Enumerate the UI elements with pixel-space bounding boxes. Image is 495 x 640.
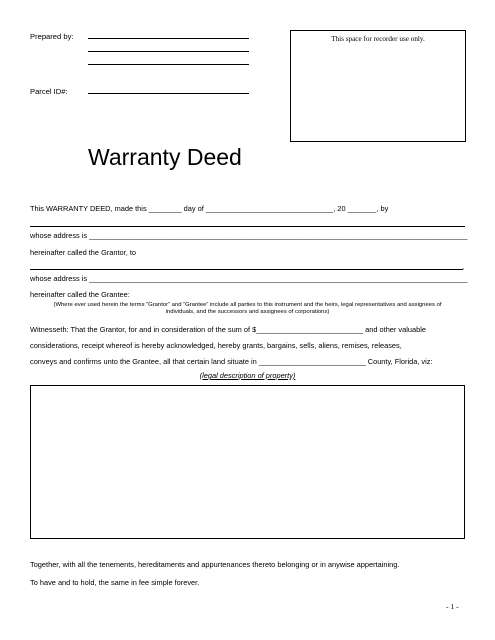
grantor-name-line[interactable] <box>30 226 465 227</box>
prepared-by-line[interactable] <box>88 38 249 39</box>
legal-description-label: (legal description of property) <box>199 371 296 380</box>
parcel-id-label: Parcel ID#: <box>30 87 68 96</box>
grantor-called-line: hereinafter called the Grantor, to <box>30 248 136 257</box>
witness-line-2: considerations, receipt whereof is hereby acknowledged, hereby grants, bargains, sells, aliens, remises, releases, <box>30 341 402 350</box>
grantor-address-label: whose address is ____________________________________________________________________________________________ <box>30 231 468 240</box>
parcel-id-line[interactable] <box>88 93 249 94</box>
prepared-by-line-3[interactable] <box>88 64 249 65</box>
definition-note-1: (Where ever used herein the terms “Grantor” and “Grantee” include all parties to this instrument and the heirs, legal representatives and assignees of <box>53 302 442 308</box>
grantee-name-comma: , <box>462 262 465 271</box>
recorder-box-text: This space for recorder use only. <box>331 35 425 43</box>
grantee-called-line: hereinafter called the Grantee: <box>30 290 130 299</box>
together-clause: Together, with all the tenements, hereditaments and appurtenances thereto belonging or in anywise appertaining. <box>30 560 400 569</box>
prepared-by-label: Prepared by: <box>30 32 74 41</box>
page-number: - 1 - <box>446 602 459 611</box>
to-have-clause: To have and to hold, the same in fee simple forever. <box>30 578 200 587</box>
grantee-name-line[interactable] <box>30 269 463 270</box>
deed-date-line: This WARRANTY DEED, made this ________ day of _______________________________, 20 _______, by <box>30 204 389 213</box>
witness-line-1: Witnesseth: That the Grantor, for and in consideration of the sum of $__________________________ and other valuable <box>30 325 426 334</box>
document-title: Warranty Deed <box>88 144 242 170</box>
grantee-address-label: whose address is ____________________________________________________________________________________________ <box>30 274 468 283</box>
recorder-box <box>290 30 466 142</box>
definition-note-2: individuals, and the successors and assignees of corporations) <box>165 309 330 315</box>
prepared-by-line-2[interactable] <box>88 51 249 52</box>
witness-line-3: conveys and confirms unto the Grantee, all that certain land situate in __________________________ County, Florida, viz: <box>30 357 433 366</box>
legal-description-box[interactable] <box>30 385 465 539</box>
